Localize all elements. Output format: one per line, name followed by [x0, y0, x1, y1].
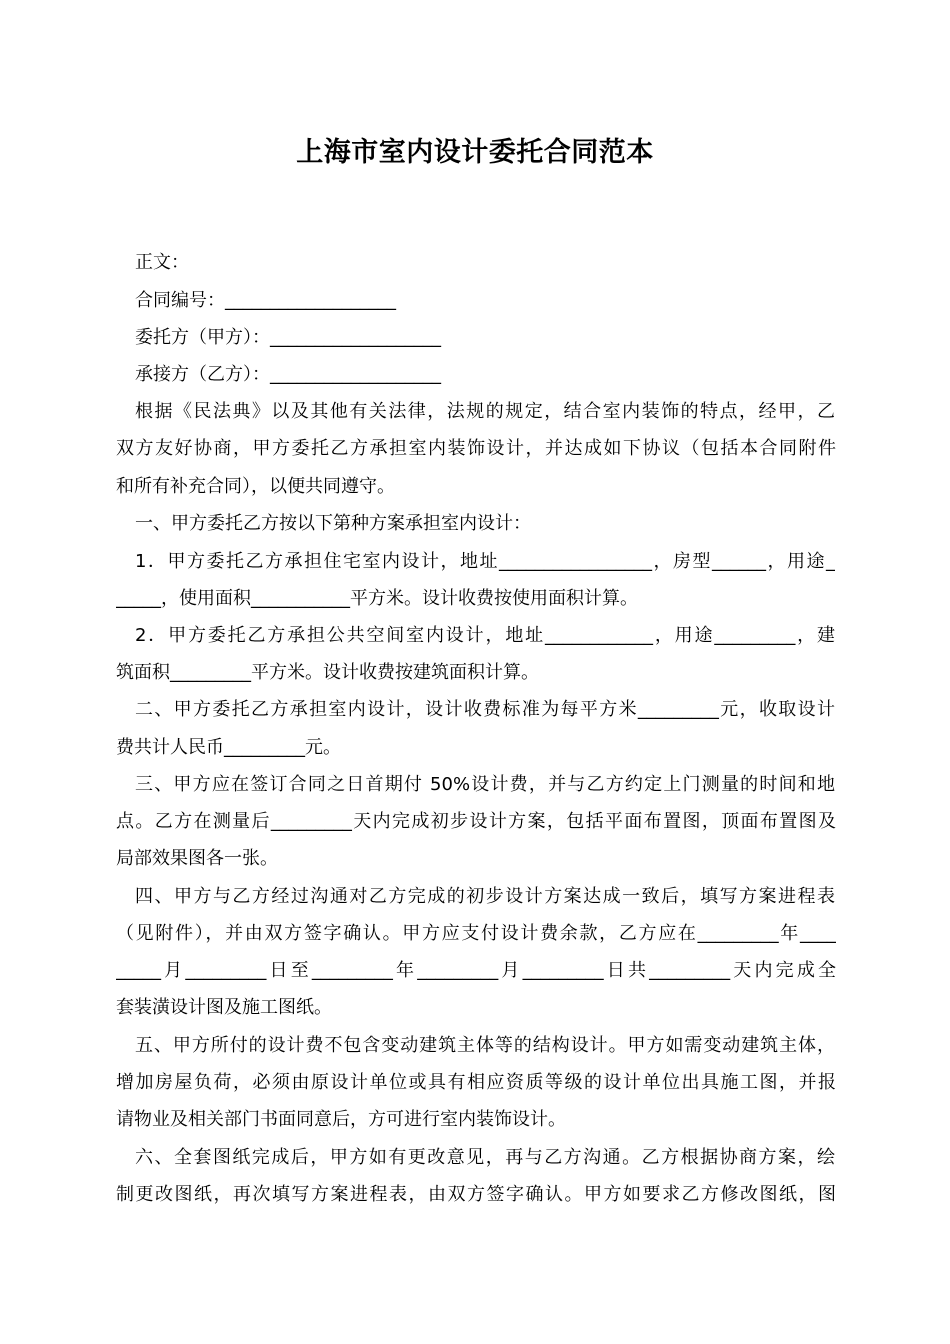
- text-line: 六、全套图纸完成后，甲方如有更改意见，再与乙方沟通。乙方根据协商方案，绘: [135, 1147, 835, 1168]
- text-line: 筑面积_________平方米。设计收费按建筑面积计算。: [116, 662, 539, 683]
- text-line: _____，使用面积___________平方米。设计收费按使用面积计算。: [116, 588, 638, 609]
- text-line: 二、甲方委托乙方承担室内设计，设计收费标准为每平方米_________元，收取设计: [135, 699, 835, 720]
- text-line: _____月_________日至_________年_________月_________日共_________天内完成全: [116, 960, 836, 981]
- text-line: 合同编号：___________________: [135, 290, 396, 311]
- text-line: 制更改图纸，再次填写方案进程表，由双方签字确认。甲方如要求乙方修改图纸，图: [116, 1184, 836, 1205]
- document-title: 上海市室内设计委托合同范本: [296, 137, 654, 168]
- text-line: 增加房屋负荷，必须由原设计单位或具有相应资质等级的设计单位出具施工图，并报: [116, 1072, 836, 1093]
- text-line: 费共计人民币_________元。: [116, 737, 341, 758]
- text-line: 三、甲方应在签订合同之日首期付 50%设计费，并与乙方约定上门测量的时间和地: [135, 774, 835, 795]
- text-line: 套装潢设计图及施工图纸。: [116, 997, 332, 1018]
- text-line: 根据《民法典》以及其他有关法律，法规的规定，结合室内装饰的特点，经甲，乙: [135, 401, 835, 422]
- text-line: 请物业及相关部门书面同意后，方可进行室内装饰设计。: [116, 1109, 566, 1130]
- text-line: 1．甲方委托乙方承担住宅室内设计，地址_________________，房型______，用途_: [135, 551, 835, 572]
- text-line: 双方友好协商，甲方委托乙方承担室内装饰设计，并达成如下协议（包括本合同附件: [116, 438, 836, 459]
- text-line: 正文：: [135, 252, 189, 273]
- text-line: 点。乙方在测量后_________天内完成初步设计方案，包括平面布置图，顶面布置图及: [116, 811, 836, 832]
- text-line: 四、甲方与乙方经过沟通对乙方完成的初步设计方案达成一致后，填写方案进程表: [135, 886, 835, 907]
- text-line: （见附件），并由双方签字确认。甲方应支付设计费余款，乙方应在_________年____: [116, 923, 836, 944]
- text-line: 局部效果图各一张。: [116, 848, 278, 869]
- text-line: 承接方（乙方）：___________________: [135, 364, 441, 385]
- text-line: 和所有补充合同），以便共同遵守。: [116, 476, 395, 497]
- text-line: 委托方（甲方）：___________________: [135, 327, 441, 348]
- text-line: 一、甲方委托乙方按以下第种方案承担室内设计：: [135, 513, 531, 534]
- text-line: 2．甲方委托乙方承担公共空间室内设计，地址____________，用途_________，建: [135, 625, 835, 646]
- text-line: 五、甲方所付的设计费不包含变动建筑主体等的结构设计。甲方如需变动建筑主体，: [135, 1035, 835, 1056]
